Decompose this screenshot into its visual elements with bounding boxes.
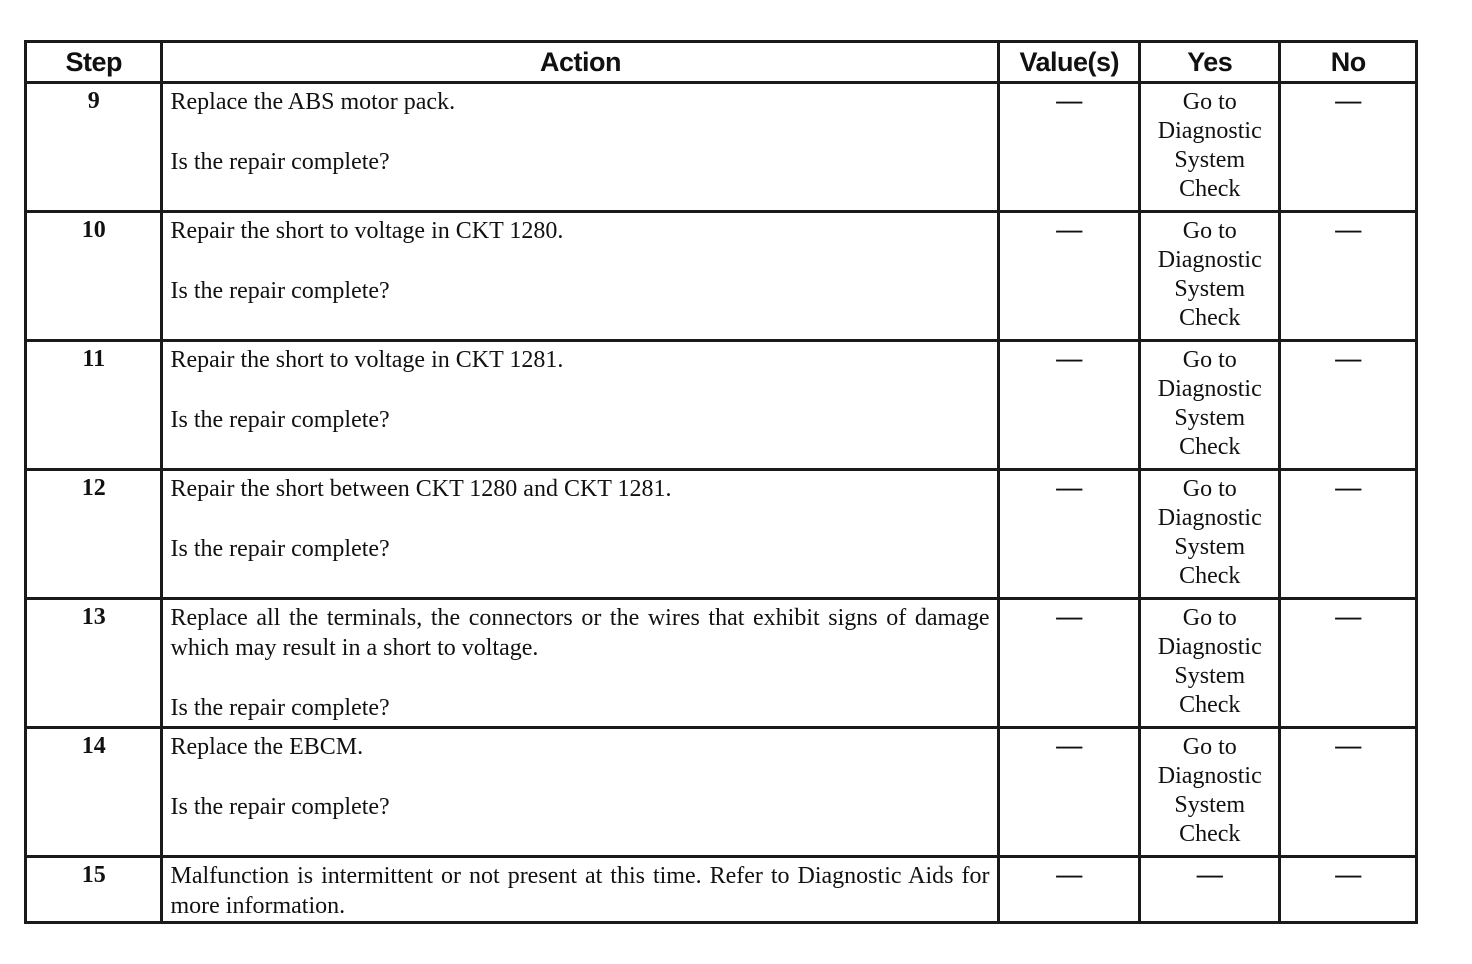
table-row — [26, 599, 1417, 728]
yes-line: Go to — [1182, 347, 1237, 373]
no-cell: — — [1280, 857, 1417, 923]
action-text: Repair the short to voltage in CKT 1280. — [170, 218, 564, 244]
yes-line: Check — [1179, 821, 1241, 847]
step-number: 14 — [26, 728, 162, 857]
yes-line: System — [1174, 792, 1246, 818]
yes-line: Diagnostic — [1157, 763, 1262, 789]
action-question: Is the repair complete? — [170, 278, 390, 304]
action-cell — [162, 212, 999, 341]
no-cell: — — [1280, 83, 1417, 212]
table-row — [26, 857, 1417, 923]
action-question: Is the repair complete? — [170, 536, 390, 562]
yes-cell: — — [1139, 857, 1280, 923]
yes-cell — [1139, 341, 1280, 470]
yes-line: Check — [1179, 305, 1241, 331]
yes-line: Diagnostic — [1157, 505, 1262, 531]
header-step: Step — [26, 42, 162, 83]
table-row — [26, 341, 1417, 470]
header-yes: Yes — [1139, 42, 1280, 83]
yes-line: Diagnostic — [1157, 118, 1262, 144]
yes-line: System — [1174, 534, 1246, 560]
value-cell: — — [999, 470, 1140, 599]
action-question: Is the repair complete? — [170, 794, 390, 820]
action-question: Is the repair complete? — [170, 695, 390, 721]
value-cell: — — [999, 857, 1140, 923]
step-number: 11 — [26, 341, 162, 470]
value-cell: — — [999, 599, 1140, 728]
yes-cell — [1139, 599, 1280, 728]
yes-line: Go to — [1182, 605, 1237, 631]
yes-line: Check — [1179, 692, 1241, 718]
table-row — [26, 470, 1417, 599]
no-cell: — — [1280, 470, 1417, 599]
yes-line: Go to — [1182, 89, 1237, 115]
action-cell — [162, 470, 999, 599]
yes-cell — [1139, 728, 1280, 857]
yes-line: Diagnostic — [1157, 376, 1262, 402]
yes-line: Diagnostic — [1157, 247, 1262, 273]
yes-line: System — [1174, 147, 1246, 173]
no-cell: — — [1280, 728, 1417, 857]
diagnostic-table — [24, 40, 1418, 924]
action-text: Replace the ABS motor pack. — [170, 89, 456, 115]
value-cell: — — [999, 212, 1140, 341]
header-row — [26, 42, 1417, 83]
step-number: 15 — [26, 857, 162, 923]
yes-line: Go to — [1182, 476, 1237, 502]
action-text: Malfunction is intermittent or not present at this time. Refer to Diagnostic Aids for more information. — [170, 863, 990, 919]
table-row — [26, 728, 1417, 857]
yes-line: Check — [1179, 176, 1241, 202]
action-question: Is the repair complete? — [170, 149, 390, 175]
step-number: 12 — [26, 470, 162, 599]
value-cell: — — [999, 728, 1140, 857]
action-text: Repair the short to voltage in CKT 1281. — [170, 347, 564, 373]
no-cell: — — [1280, 599, 1417, 728]
yes-line: System — [1174, 405, 1246, 431]
header-no: No — [1280, 42, 1417, 83]
yes-line: Go to — [1182, 218, 1237, 244]
yes-line: Check — [1179, 434, 1241, 460]
table-row — [26, 83, 1417, 212]
action-cell — [162, 728, 999, 857]
header-value: Value(s) — [999, 42, 1140, 83]
value-cell: — — [999, 341, 1140, 470]
yes-line: Diagnostic — [1157, 634, 1262, 660]
action-cell — [162, 83, 999, 212]
header-action: Action — [162, 42, 999, 83]
no-cell: — — [1280, 212, 1417, 341]
action-text: Replace the EBCM. — [170, 734, 364, 760]
yes-line: System — [1174, 663, 1246, 689]
action-question: Is the repair complete? — [170, 407, 390, 433]
step-number: 13 — [26, 599, 162, 728]
table-row — [26, 212, 1417, 341]
yes-cell — [1139, 212, 1280, 341]
action-cell — [162, 341, 999, 470]
yes-line: Check — [1179, 563, 1241, 589]
value-cell: — — [999, 83, 1140, 212]
yes-line: Go to — [1182, 734, 1237, 760]
action-text: Repair the short between CKT 1280 and CKT 1281. — [170, 476, 672, 502]
action-cell — [162, 599, 999, 728]
action-text: Replace all the terminals, the connectors or the wires that exhibit signs of damage which may result in a short to voltage. — [170, 605, 990, 661]
step-number: 9 — [26, 83, 162, 212]
yes-cell — [1139, 83, 1280, 212]
step-number: 10 — [26, 212, 162, 341]
action-cell — [162, 857, 999, 923]
yes-line: System — [1174, 276, 1246, 302]
no-cell: — — [1280, 341, 1417, 470]
yes-cell — [1139, 470, 1280, 599]
